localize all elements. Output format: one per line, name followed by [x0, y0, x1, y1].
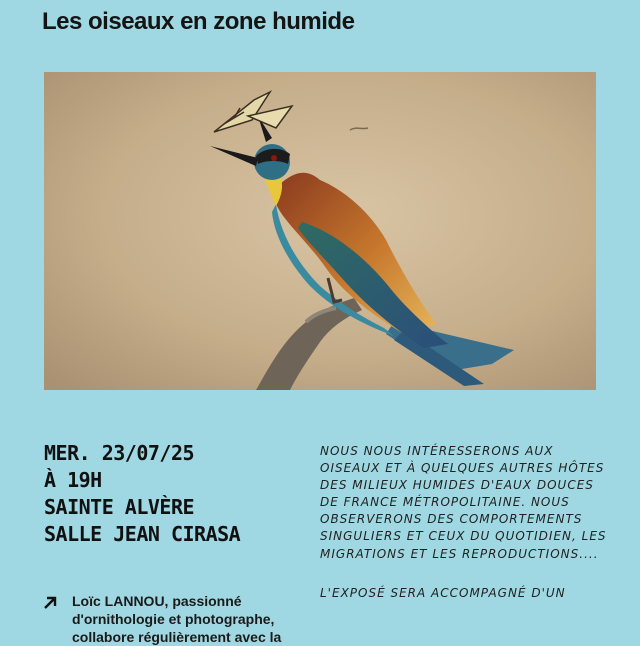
description-paragraph: L'EXPOSÉ SERA ACCOMPAGNÉ D'UN — [320, 585, 566, 600]
event-town: SAINTE ALVÈRE — [44, 495, 195, 519]
event-venue: SALLE JEAN CIRASA — [44, 522, 241, 546]
event-info — [44, 440, 240, 548]
poster-title: Les oiseaux en zone humide — [42, 8, 355, 35]
bird-photo — [44, 72, 596, 390]
event-time: À 19H — [44, 468, 102, 492]
event-description — [320, 443, 610, 624]
bee-eater-image — [44, 72, 596, 390]
arrow-up-right-icon — [42, 595, 58, 611]
author-text: Loïc LANNOU, passionné d'ornithologie et photographe, collabore régulièrement avec la — [72, 593, 282, 645]
description-paragraph: NOUS NOUS INTÉRESSERONS AUX OISEAUX ET À QUELQUES AUTRES HÔTES DES MILIEUX HUMIDES D'EAUX DOUCES DE FRANCE MÉTROPOLITAINE. NOUS OBSERVERONS DES COMPORTEMENTS SINGULIERS ET CEUX DU QUOTIDIEN, LES MIGRATIONS ET LES REPRODUCTIONS.... — [320, 444, 607, 561]
event-date: MER. 23/07/25 — [44, 441, 195, 465]
